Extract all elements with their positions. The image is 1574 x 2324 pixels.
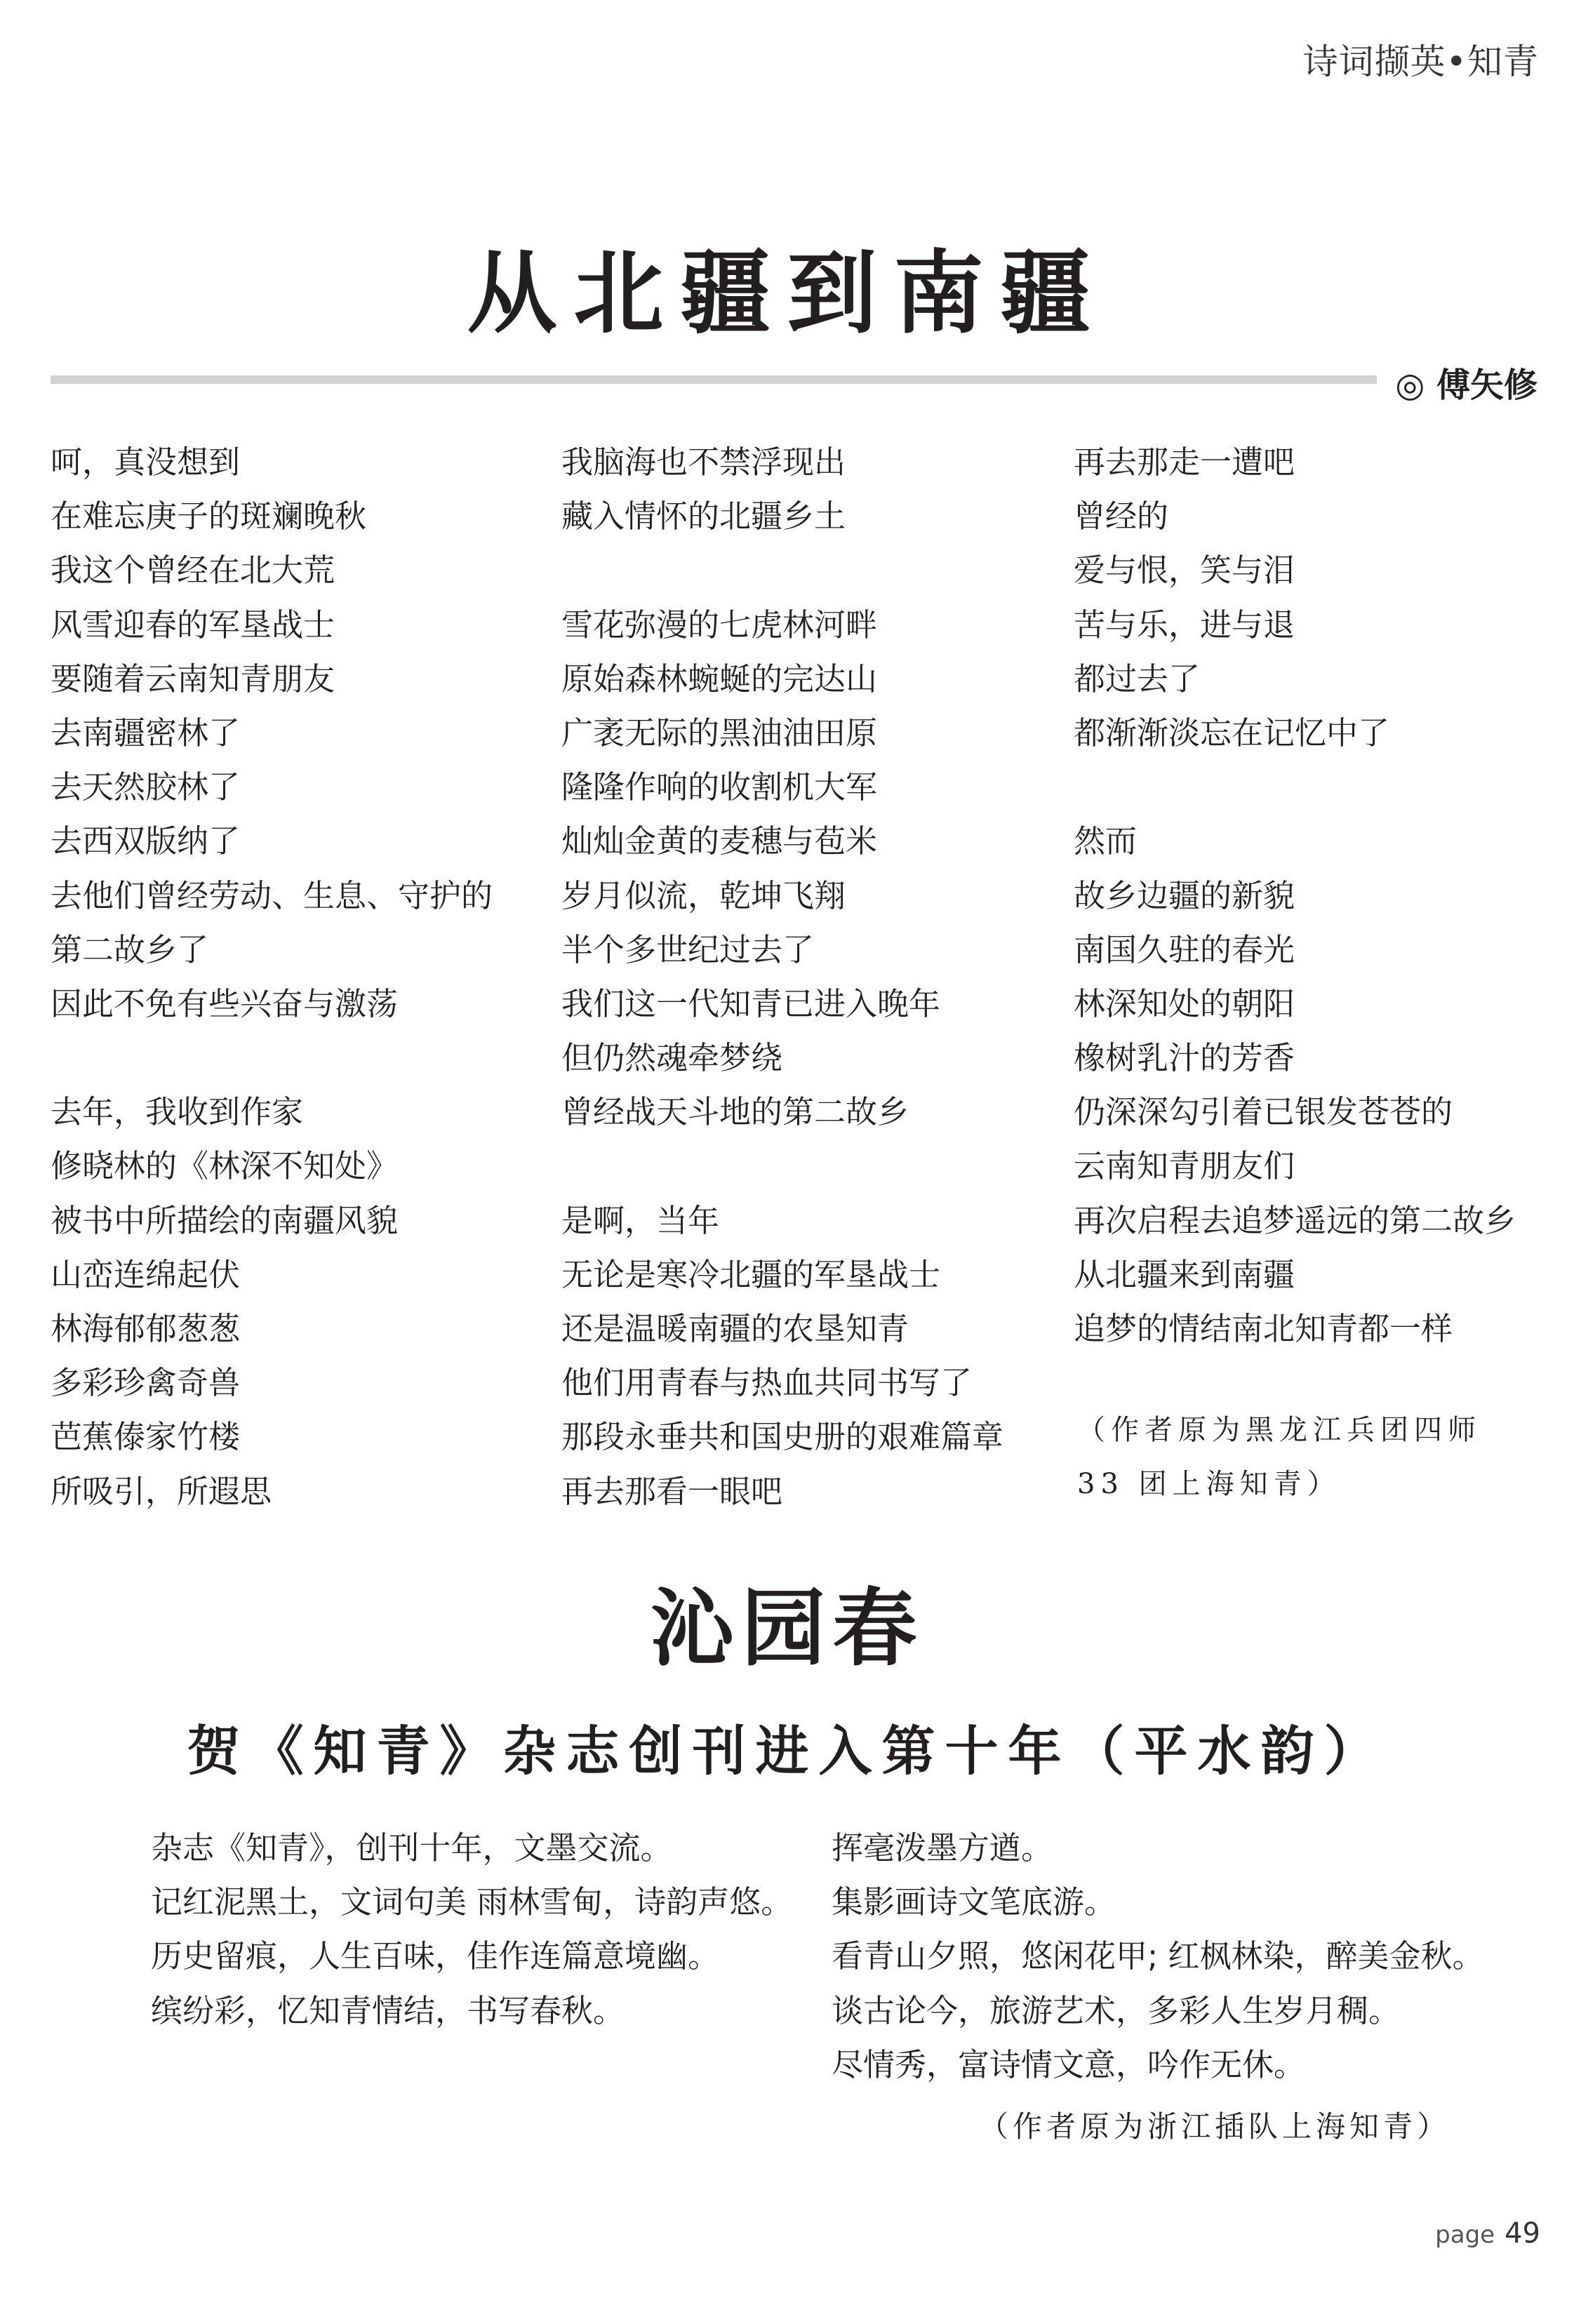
poem-line: 南国久驻的春光 <box>1074 930 1295 968</box>
poem-column-1 <box>151 1821 792 2038</box>
poem-line: 去年，我收到作家 <box>51 1093 304 1131</box>
poem-column-1 <box>51 435 493 1518</box>
poem-line: 广袤无际的黑油油田原 <box>561 714 878 752</box>
poem-line: 去他们曾经劳动、生息、守护的 <box>51 876 493 914</box>
title-divider <box>51 375 1377 384</box>
poem-line: 所吸引，所遐思 <box>51 1472 272 1510</box>
page-number <box>1435 2217 1540 2250</box>
poem-line: 挥毫泼墨方遒。 <box>832 1829 1053 1866</box>
poem-line: 因此不免有些兴奋与激荡 <box>51 984 399 1022</box>
poem-line <box>1074 760 1516 814</box>
poem-line: 仍深深勾引着已银发苍苍的 <box>1074 1093 1453 1131</box>
poem-line: 苦与乐，进与退 <box>1074 606 1295 643</box>
author-note: （作者原为浙江插队上海知青） <box>979 2109 1451 2144</box>
poem-line: 修晓林的《林深不知处》 <box>51 1147 399 1185</box>
poem-subtitle: 贺《知青》杂志创刊进入第十年（平水韵） <box>187 1720 1387 1782</box>
poem-line: 在难忘庚子的斑斓晚秋 <box>51 497 367 535</box>
poem-title: 沁园春 <box>650 1580 924 1678</box>
poem-line: 呵，真没想到 <box>51 443 241 481</box>
author-note: （作者原为黑龙江兵团四师 33 团上海知青） <box>1077 1414 1481 1500</box>
poem-line: 去西双版纳了 <box>51 822 241 860</box>
page-label: page <box>1435 2221 1495 2249</box>
poem-line <box>561 543 1003 597</box>
poem-line: 雪花弥漫的七虎林河畔 <box>561 606 878 643</box>
poem-line: 林海郁郁葱葱 <box>51 1310 241 1347</box>
poem-line: 杂志《知青》，创刊十年，文墨交流。 <box>151 1829 672 1866</box>
poem-line: 尽情秀，富诗情文意，吟作无休。 <box>832 2045 1306 2083</box>
poem-line: 曾经的 <box>1074 497 1169 535</box>
page-number-value: 49 <box>1505 2217 1540 2250</box>
poem-line: 缤纷彩，忆知青情结，书写春秋。 <box>151 1991 625 2029</box>
poem-line: 灿灿金黄的麦穗与苞米 <box>561 822 878 860</box>
poem-line: 云南知青朋友们 <box>1074 1147 1295 1185</box>
poem-line: 我这个曾经在北大荒 <box>51 552 335 589</box>
poem-line: 再去那看一眼吧 <box>561 1472 783 1510</box>
poem-line: 第二故乡了 <box>51 930 209 968</box>
poem-line: 多彩珍禽奇兽 <box>51 1364 241 1402</box>
poem-line: 都过去了 <box>1074 660 1201 697</box>
poem-line: 都渐渐淡忘在记忆中了 <box>1074 714 1390 752</box>
poem-line: 他们用青春与热血共同书写了 <box>561 1364 973 1402</box>
section-header: 诗词撷英•知青 <box>1302 41 1539 82</box>
poem-line: 去南疆密林了 <box>51 714 241 752</box>
poem-line: 历史留痕，人生百味，佳作连篇意境幽。 <box>151 1937 720 1975</box>
poem-line: 是啊，当年 <box>561 1201 720 1239</box>
poem-line: 爱与恨，笑与泪 <box>1074 552 1295 589</box>
poem-line: 还是温暖南疆的农垦知青 <box>561 1310 909 1347</box>
poem-line: 集影画诗文笔底游。 <box>832 1883 1116 1921</box>
poem-line: 林深知处的朝阳 <box>1074 984 1295 1022</box>
poem-line: 曾经战天斗地的第二故乡 <box>561 1093 909 1131</box>
poem-author: ◎ 傅矢修 <box>1395 366 1538 405</box>
poem-line: 半个多世纪过去了 <box>561 930 815 968</box>
poem-line: 但仍然魂牵梦绕 <box>561 1039 783 1077</box>
poem-line <box>561 1139 1003 1193</box>
poem-line: 我们这一代知青已进入晚年 <box>561 984 941 1022</box>
poem-line: 山峦连绵起伏 <box>51 1255 241 1293</box>
poem-line: 要随着云南知青朋友 <box>51 660 335 697</box>
poem-line: 再次启程去追梦遥远的第二故乡 <box>1074 1201 1516 1239</box>
poem-line: 然而 <box>1074 822 1138 860</box>
poem-line: 追梦的情结南北知青都一样 <box>1074 1310 1453 1347</box>
poem-line: 我脑海也不禁浮现出 <box>561 443 846 481</box>
poem-line: 去天然胶林了 <box>51 768 241 806</box>
poem-column-3 <box>1074 435 1516 1356</box>
poem-line: 从北疆来到南疆 <box>1074 1255 1295 1293</box>
poem-line: 再去那走一遭吧 <box>1074 443 1295 481</box>
poem-line: 看青山夕照，悠闲花甲; 红枫林染，醉美金秋。 <box>832 1937 1484 1975</box>
poem-line: 被书中所描绘的南疆风貌 <box>51 1201 399 1239</box>
poem-line: 橡树乳汁的芳香 <box>1074 1039 1295 1077</box>
poem-line <box>51 1031 493 1085</box>
poem-line: 芭蕉傣家竹楼 <box>51 1418 241 1456</box>
poem-line: 风雪迎春的军垦战士 <box>51 606 335 643</box>
poem-line: 岁月似流，乾坤飞翔 <box>561 876 846 914</box>
poem-line: 原始森林蜿蜒的完达山 <box>561 660 878 697</box>
poem-line: 那段永垂共和国史册的艰难篇章 <box>561 1418 1004 1456</box>
poem-title: 从北疆到南疆 <box>467 241 1107 346</box>
poem-line: 隆隆作响的收割机大军 <box>561 768 878 806</box>
poem-line: 记红泥黑土，文词句美 雨林雪甸，诗韵声悠。 <box>151 1883 793 1921</box>
poem-column-2 <box>561 435 1003 1518</box>
poem-column-2 <box>832 1821 1483 2092</box>
poem-line: 藏入情怀的北疆乡土 <box>561 497 846 535</box>
poem-line: 谈古论今，旅游艺术，多彩人生岁月稠。 <box>832 1991 1401 2029</box>
poem-line: 故乡边疆的新貌 <box>1074 876 1295 914</box>
poem-line: 无论是寒冷北疆的军垦战士 <box>561 1255 941 1293</box>
